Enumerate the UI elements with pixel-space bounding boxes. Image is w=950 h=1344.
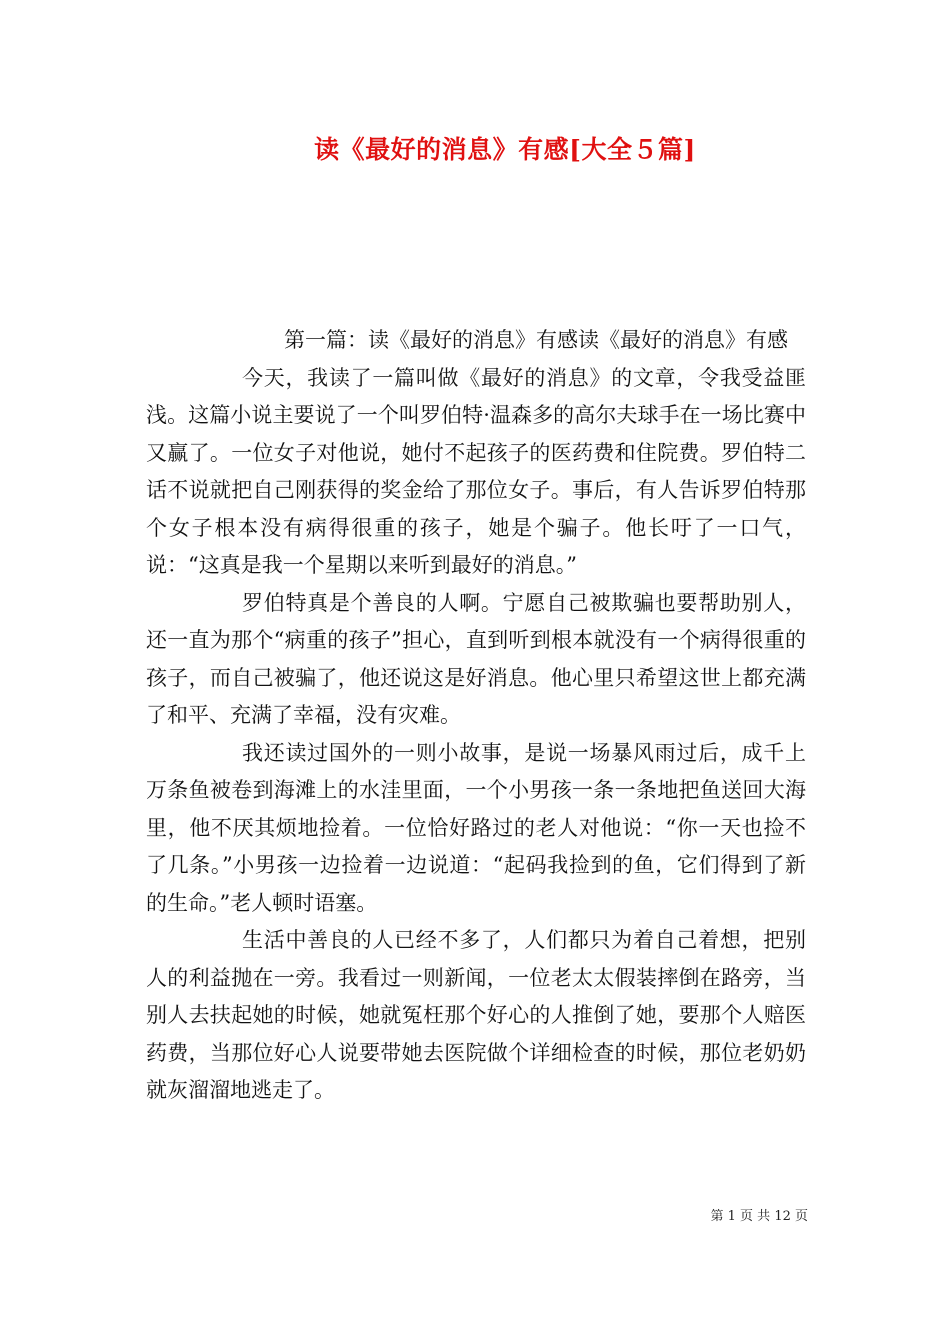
section-heading: 第一篇：读《最好的消息》有感读《最好的消息》有感 [284,328,788,352]
document-body [146,322,806,1110]
page-footer: 第 1 页 共 12 页 [710,1209,808,1224]
paragraph-2: 罗伯特真是个善良的人啊。宁愿自己被欺骗也要帮助别人，还一直为那个“病重的孩子”担心，直到听到根本就没有一个病得很重的孩子，而自己被骗了，他还说这是好消息。他心里只希望这世上都充满了和平、充满了幸福，没有灾难。 [146,590,806,727]
paragraph-3: 我还读过国外的一则小故事，是说一场暴风雨过后，成千上万条鱼被卷到海滩上的水洼里面，一个小男孩一条一条地把鱼送回大海里，他不厌其烦地捡着。一位恰好路过的老人对他说：“你一天也捡不了几条。”小男孩一边捡着一边说道：“起码我捡到的鱼，它们得到了新的生命。”老人顿时语塞。 [146,740,806,915]
paragraph-1: 今天，我读了一篇叫做《最好的消息》的文章，令我受益匪浅。这篇小说主要说了一个叫罗伯特·温森多的高尔夫球手在一场比赛中又赢了。一位女子对他说，她付不起孩子的医药费和住院费。罗伯特二话不说就把自己刚获得的奖金给了那位女子。事后，有人告诉罗伯特那个女子根本没有病得很重的孩子，她是个骗子。他长吁了一口气，说：“这真是我一个星期以来听到最好的消息。” [146,365,806,577]
paragraph-4: 生活中善良的人已经不多了，人们都只为着自己着想，把别人的利益抛在一旁。我看过一则新闻，一位老太太假装摔倒在路旁，当别人去扶起她的时候，她就冤枉那个好心的人推倒了她，要那个人赔医药费，当那位好心人说要带她去医院做个详细检查的时候，那位老奶奶就灰溜溜地逃走了。 [146,928,806,1102]
document-title: 读《最好的消息》有感[大全５篇] [314,135,696,164]
